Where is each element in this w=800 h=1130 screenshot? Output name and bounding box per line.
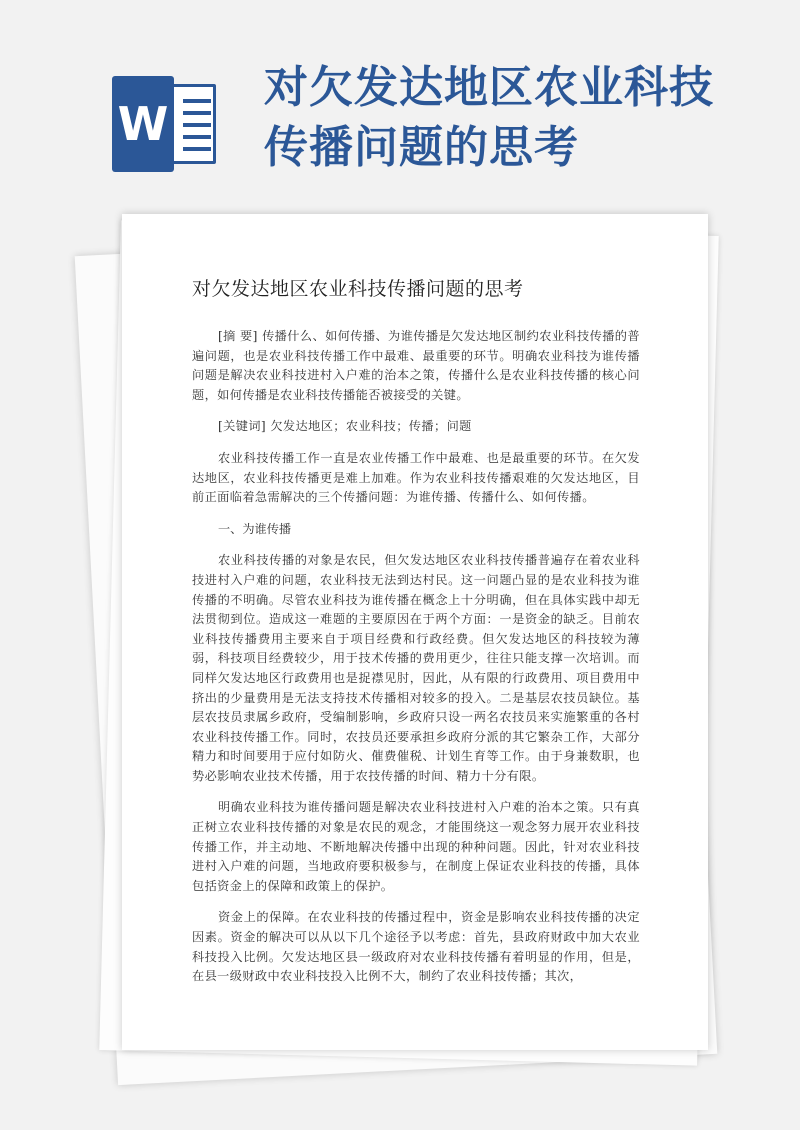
banner-title [264, 58, 784, 178]
body-paragraph-3: 资金上的保障。在农业科技的传播过程中，资金是影响农业科技传播的决定因素。资金的解决可以从以下几个途径予以考虑：首先，县政府财政中加大农业科技投入比例。欠发达地区县一级政府对农业科技传播有着明显的作用，但是，在县一级财政中农业科技投入比例不大，制约了农业科技传播；其次， [192, 910, 640, 984]
intro-paragraph: 农业科技传播工作一直是农业传播工作中最难、也是最重要的环节。在欠发达地区，农业科技传播更是难上加难。作为农业科技传播艰难的欠发达地区，目前正面临着急需解决的三个传播问题：为谁传播、传播什么、如何传播。 [192, 450, 640, 505]
body-paragraph-2: 明确农业科技为谁传播问题是解决农业科技进村入户难的治本之策。只有真正树立农业科技传播的对象是农民的观念，才能围绕这一观念努力展开农业科技传播工作，并主动地、不断地解决传播中出现的种种问题。因此，针对农业科技进村入户难的问题，当地政府要积极参与，在制度上保证农业科技的传播，具体包括资金上的保障和政策上的保护。 [192, 800, 640, 893]
header [0, 0, 800, 200]
document-title: 对欠发达地区农业科技传播问题的思考 [192, 278, 524, 300]
abstract-paragraph: [摘 要] 传播什么、如何传播、为谁传播是欠发达地区制约农业科技传播的普遍问题，也是农业科技传播工作中最难、最重要的环节。明确农业科技为谁传播问题是解决农业科技进村入户难的治本之策，传播什么是农业科技传播的核心问题，如何传播是农业科技传播能否被接受的关键。 [192, 329, 640, 402]
banner-title-line-1: 对欠发达地区农业科技 [264, 62, 714, 113]
body-paragraph-1: 农业科技传播的对象是农民，但欠发达地区农业科技传播普遍存在着农业科技进村入户难的问题，农业科技无法到达村民。这一问题凸显的是农业科技为谁传播的不明确。尽管农业科技为谁传播在概念上十分明确，但在具体实践中却无法贯彻到位。造成这一难题的主要原因在于两个方面：一是资金的缺乏。目前农业科技传播费用主要来自于项目经费和行政经费。但欠发达地区的科技较为薄弱，科技项目经费较少，用于技术传播的费用更少，往往只能支撑一次培训。而同样欠发达地区行政费用也是捉襟见肘，因此，从有限的行政费用、项目费用中挤出的少量费用是无法支持技术传播相对较多的投入。二是基层农技员缺位。基层农技员隶属乡政府，受编制影响，乡政府只设一两名农技员来实施繁重的各村农业科技传播工作。同时，农技员还要承担乡政府分派的其它繁杂工作，大部分精力和时间要用于应付如防火、催费催税、计划生育等工作。由于身兼数职，也势必影响农业技术传播，用于农技传播的时间、精力十分有限。 [192, 553, 640, 783]
section-heading: 一、为谁传播 [218, 521, 292, 536]
document-page [122, 214, 708, 1050]
banner-title-line-2: 传播问题的思考 [264, 122, 579, 173]
word-document-icon [112, 76, 220, 172]
keywords-paragraph: [关键词] 欠发达地区；农业科技；传播；问题 [218, 419, 472, 434]
word-letter-badge: W [112, 76, 174, 172]
